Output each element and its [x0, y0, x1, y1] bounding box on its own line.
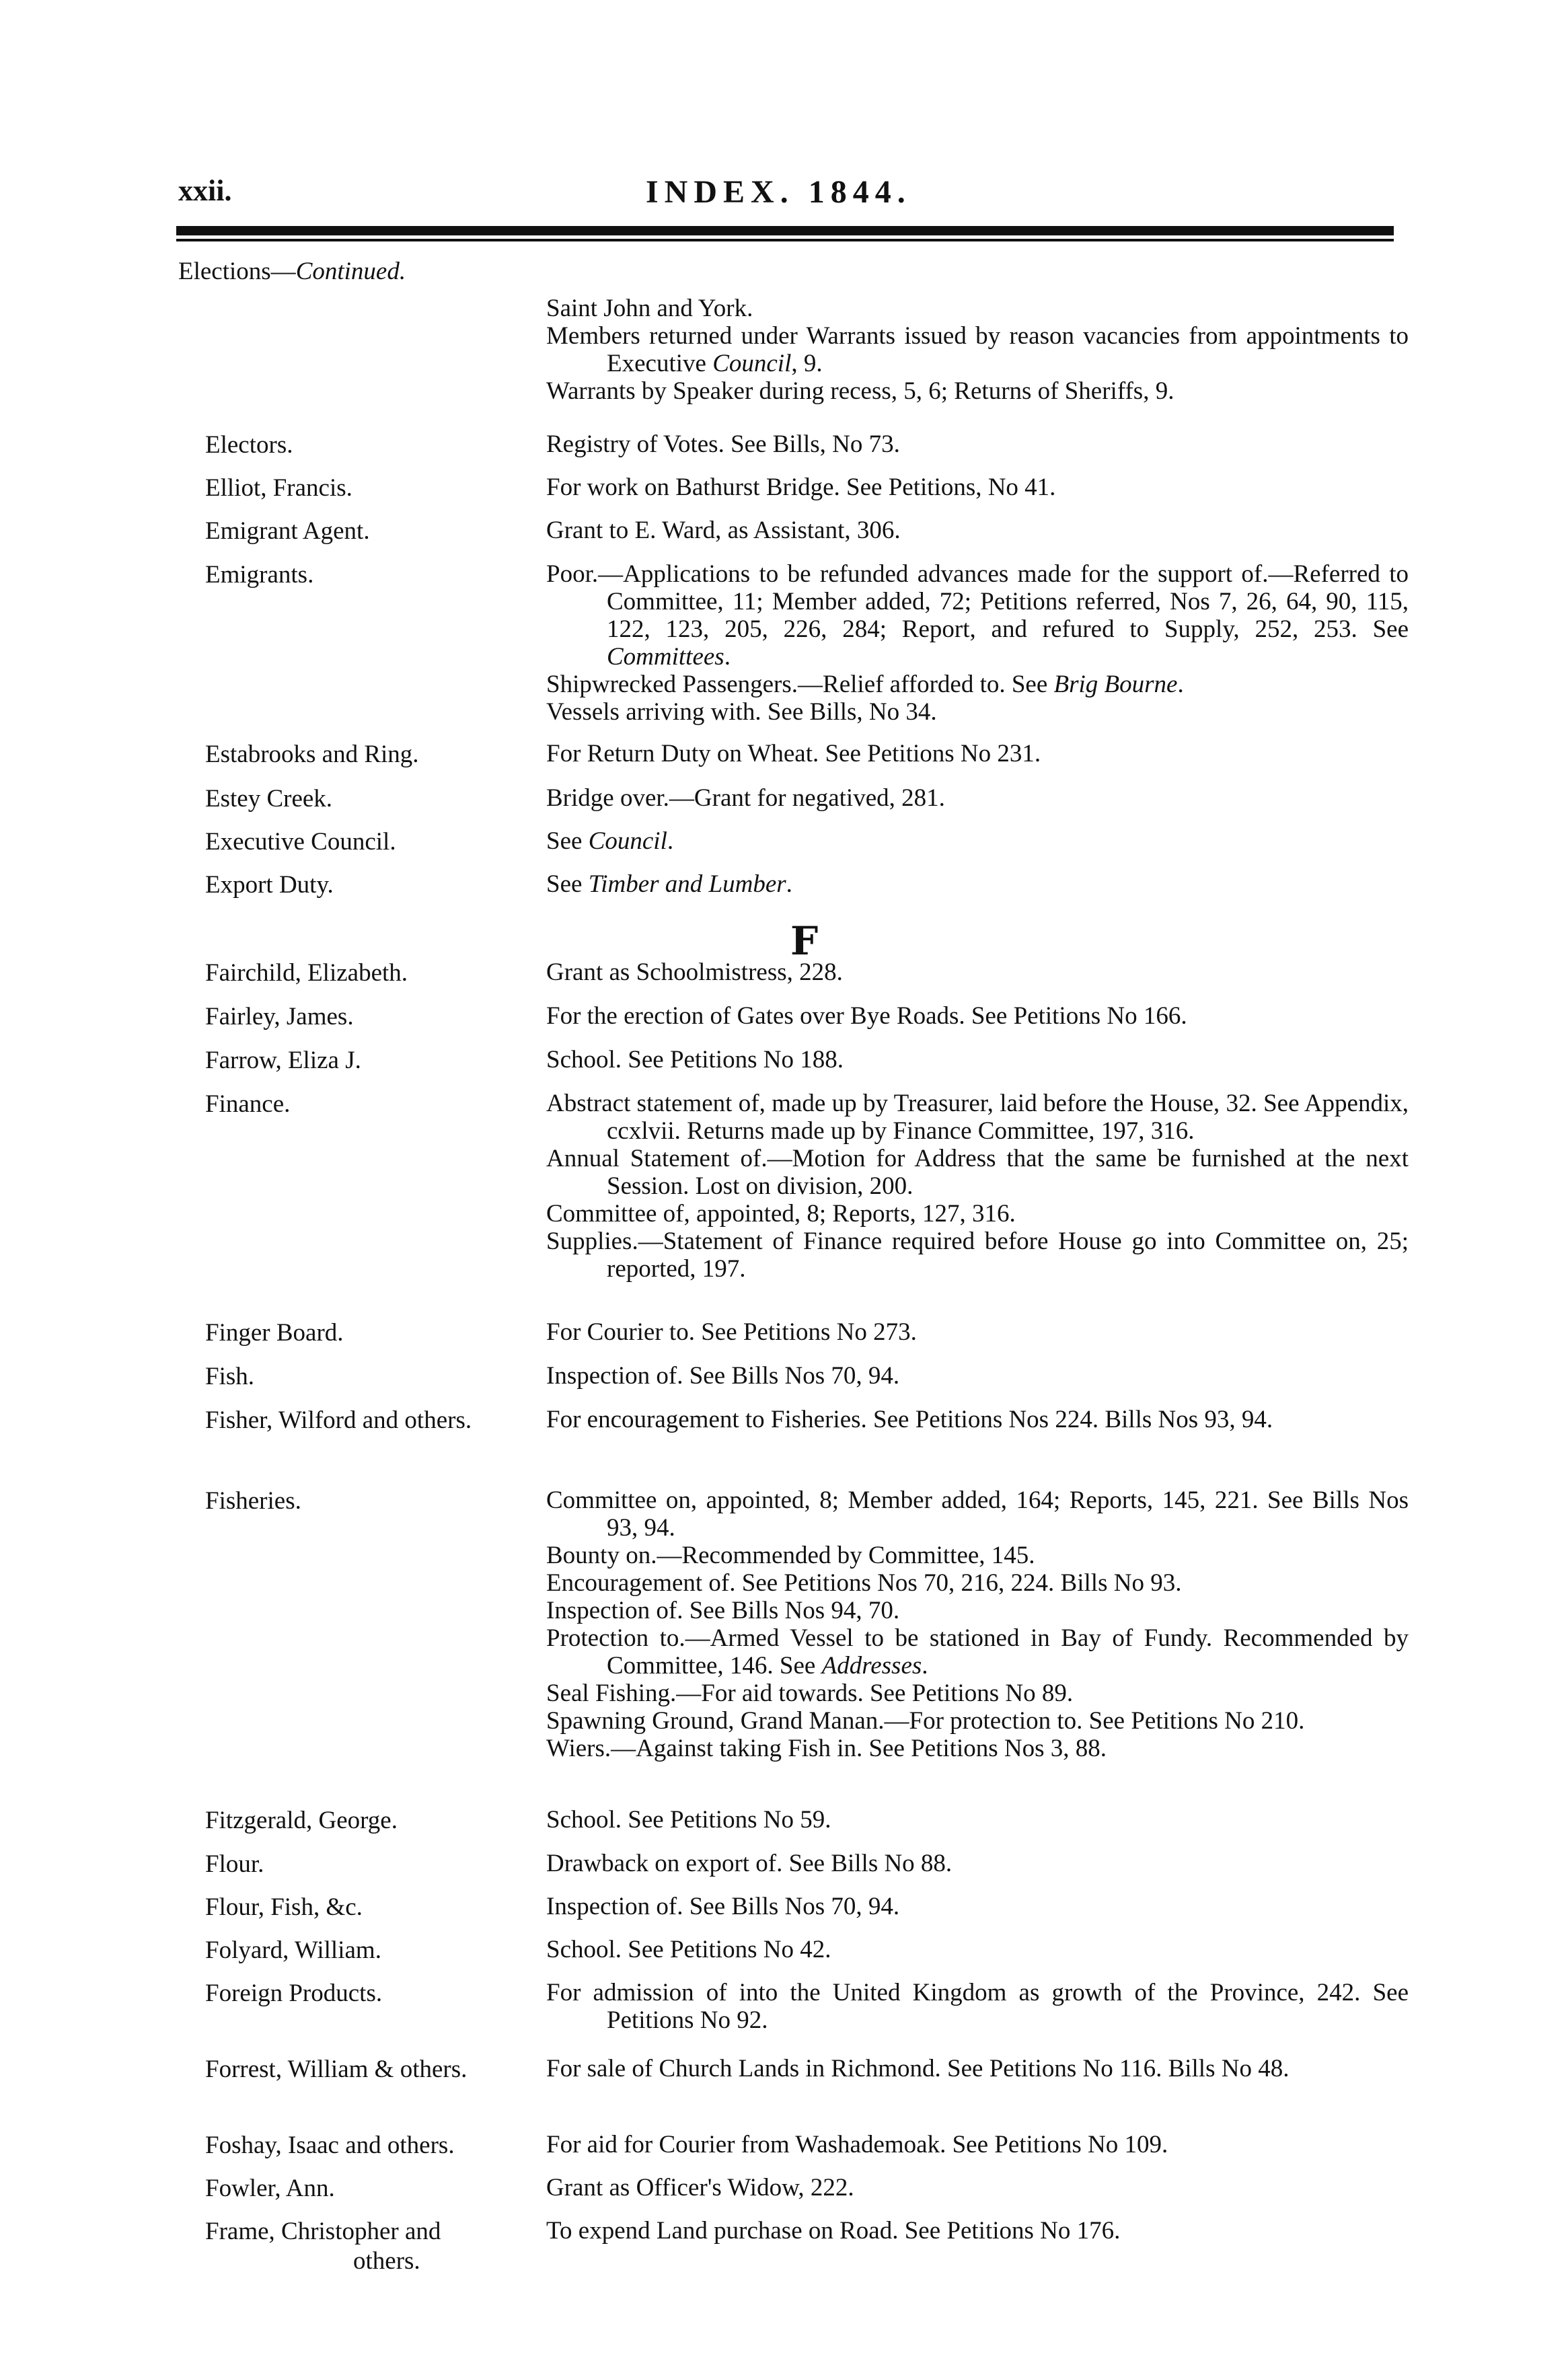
reference-line: Committee of, appointed, 8; Reports, 127, 316.	[546, 1200, 1016, 1228]
reference-line: Annual Statement of.—Motion for Address that the same be furnished at the next Session. Lost on division, 200.	[546, 1145, 1409, 1200]
entry-references	[546, 1850, 1409, 1877]
continued-suffix: Continued.	[295, 258, 406, 285]
header-rule-thin	[176, 239, 1394, 241]
entry-heading: Fitzgerald, George.	[205, 1807, 398, 1834]
entry-heading: Folyard, William.	[205, 1936, 381, 1964]
entry-references	[546, 430, 1409, 458]
reference-line: Grant as Officer's Widow, 222.	[546, 2174, 854, 2201]
entry-heading: Flour, Fish, &c.	[205, 1893, 363, 1921]
entry-references	[546, 870, 1409, 898]
entry-heading: Farrow, Eliza J.	[205, 1047, 361, 1074]
entry-references	[546, 1090, 1409, 1283]
reference-line: School. See Petitions No 42.	[546, 1936, 831, 1963]
continued-prefix: Elections—	[178, 258, 296, 285]
reference-line: Registry of Votes. See Bills, No 73.	[546, 430, 900, 458]
entry-heading: Forrest, William & others.	[205, 2056, 468, 2083]
cross-reference-italic: Committees	[607, 643, 724, 671]
reference-line: Seal Fishing.—For aid towards. See Petitions No 89.	[546, 1680, 1074, 1707]
entry-heading: Electors.	[205, 431, 293, 459]
entry-heading: Frame, Christopher and others.	[205, 2217, 535, 2276]
reference-line: School. See Petitions No 188.	[546, 1046, 844, 1074]
continued-heading	[178, 257, 406, 286]
reference-line: Inspection of. See Bills Nos 70, 94.	[546, 1893, 900, 1920]
entry-references	[546, 1486, 1409, 1762]
entry-references	[546, 1806, 1409, 1834]
entry-heading: Finance.	[205, 1090, 291, 1118]
header-rule-thick	[176, 226, 1394, 235]
reference-line: Bridge over.—Grant for negatived, 281.	[546, 784, 945, 812]
reference-line: For encouragement to Fisheries. See Petitions Nos 224. Bills Nos 93, 94.	[546, 1406, 1273, 1433]
reference-line: Drawback on export of. See Bills No 88.	[546, 1850, 953, 1877]
entry-references	[546, 740, 1409, 767]
reference-line: Grant to E. Ward, as Assistant, 306.	[546, 517, 901, 544]
entry-heading: Fairley, James.	[205, 1003, 354, 1030]
entry-heading: Emigrants.	[205, 561, 314, 589]
reference-line: See Timber and Lumber.	[546, 870, 792, 898]
entry-heading: Fish.	[205, 1363, 255, 1390]
reference-line: Inspection of. See Bills Nos 70, 94.	[546, 1362, 900, 1390]
cross-reference-italic: Addresses	[821, 1652, 922, 1680]
reference-line: See Council.	[546, 827, 674, 855]
entry-references	[546, 1046, 1409, 1074]
entry-references	[546, 2131, 1409, 2158]
entry-references	[546, 2055, 1409, 2082]
entry-heading: Emigrant Agent.	[205, 517, 370, 545]
entry-references	[546, 1979, 1409, 2034]
entry-references	[546, 827, 1409, 855]
reference-line: Encouragement of. See Petitions Nos 70, 216, 224. Bills No 93.	[546, 1569, 1182, 1597]
entry-heading: Flour.	[205, 1850, 264, 1878]
entry-heading-continuation: others.	[353, 2247, 420, 2275]
entry-references	[546, 2174, 1409, 2201]
reference-line: To expend Land purchase on Road. See Petitions No 176.	[546, 2217, 1121, 2245]
entry-references	[546, 295, 1409, 405]
reference-line: Grant as Schoolmistress, 228.	[546, 958, 843, 986]
reference-line: Poor.—Applications to be refunded advances made for the support of.—Referred to Committee, 11; Member added, 72; Petitions referred, Nos 7, 26, 64, 90, 115, 122, 123, 205, 226, 284; Report, and refured to Supply, 252, 253. See Committees.	[546, 560, 1409, 671]
entry-heading: Fisher, Wilford and others.	[205, 1406, 472, 1434]
entry-heading: Finger Board.	[205, 1319, 344, 1347]
entry-heading: Executive Council.	[205, 828, 396, 856]
reference-line: For Courier to. See Petitions No 273.	[546, 1318, 917, 1346]
entry-heading: Fairchild, Elizabeth.	[205, 959, 408, 987]
entry-heading: Export Duty.	[205, 871, 334, 899]
reference-line: For admission of into the United Kingdom as growth of the Province, 242. See Petitions No 92.	[546, 1979, 1409, 2034]
section-letter: F	[790, 918, 819, 964]
entry-heading: Estey Creek.	[205, 785, 333, 813]
reference-line: Wiers.—Against taking Fish in. See Petitions Nos 3, 88.	[546, 1735, 1107, 1762]
entry-references	[546, 517, 1409, 544]
reference-line: Members returned under Warrants issued by reason vacancies from appointments to Executive Council, 9.	[546, 322, 1409, 377]
reference-line: School. See Petitions No 59.	[546, 1806, 831, 1834]
reference-line: Vessels arriving with. See Bills, No 34.	[546, 698, 937, 726]
entry-references	[546, 958, 1409, 986]
reference-line: For work on Bathurst Bridge. See Petitions, No 41.	[546, 474, 1056, 501]
reference-line: For aid for Courier from Washademoak. See Petitions No 109.	[546, 2131, 1168, 2158]
cross-reference-italic: Brig Bourne	[1053, 671, 1178, 698]
reference-line: Supplies.—Statement of Finance required before House go into Committee on, 25; reported, 197.	[546, 1228, 1409, 1283]
page-title: INDEX. 1844.	[646, 174, 911, 210]
entry-heading: Foreign Products.	[205, 1980, 383, 2007]
entry-heading: Elliot, Francis.	[205, 474, 352, 502]
entry-references	[546, 2217, 1409, 2245]
entry-references	[546, 1362, 1409, 1390]
entry-references	[546, 560, 1409, 726]
reference-line: Shipwrecked Passengers.—Relief afforded to. See Brig Bourne.	[546, 671, 1184, 698]
cross-reference-italic: Timber and Lumber	[588, 870, 786, 898]
entry-heading: Estabrooks and Ring.	[205, 741, 419, 768]
reference-line: Protection to.—Armed Vessel to be stationed in Bay of Fundy. Recommended by Committee, 146. See Addresses.	[546, 1624, 1409, 1680]
reference-line: For sale of Church Lands in Richmond. See Petitions No 116. Bills No 48.	[546, 2055, 1290, 2082]
entry-references	[546, 474, 1409, 501]
cross-reference-italic: Council	[712, 350, 792, 377]
entry-references	[546, 1002, 1409, 1030]
entry-heading: Fowler, Ann.	[205, 2175, 335, 2202]
reference-line: Spawning Ground, Grand Manan.—For protection to. See Petitions No 210.	[546, 1707, 1305, 1735]
reference-line: Saint John and York.	[546, 295, 753, 322]
entry-references	[546, 1893, 1409, 1920]
reference-line: Abstract statement of, made up by Treasurer, laid before the House, 32. See Appendix, ccxlvii. Returns made up by Finance Committee, 197, 316.	[546, 1090, 1409, 1145]
reference-line: Warrants by Speaker during recess, 5, 6; Returns of Sheriffs, 9.	[546, 377, 1174, 405]
entry-heading: Fisheries.	[205, 1487, 301, 1515]
reference-line: For the erection of Gates over Bye Roads. See Petitions No 166.	[546, 1002, 1187, 1030]
page-number: xxii.	[178, 174, 232, 207]
reference-line: Bounty on.—Recommended by Committee, 145.	[546, 1542, 1035, 1569]
entry-references	[546, 1936, 1409, 1963]
reference-line: Inspection of. See Bills Nos 94, 70.	[546, 1597, 900, 1624]
entry-references	[546, 1406, 1409, 1433]
reference-line: Committee on, appointed, 8; Member added, 164; Reports, 145, 221. See Bills Nos 93, 94.	[546, 1486, 1409, 1542]
entry-heading: Foshay, Isaac and others.	[205, 2132, 455, 2159]
entry-references	[546, 1318, 1409, 1346]
entry-references	[546, 784, 1409, 812]
reference-line: For Return Duty on Wheat. See Petitions No 231.	[546, 740, 1041, 767]
cross-reference-italic: Council	[588, 827, 667, 855]
